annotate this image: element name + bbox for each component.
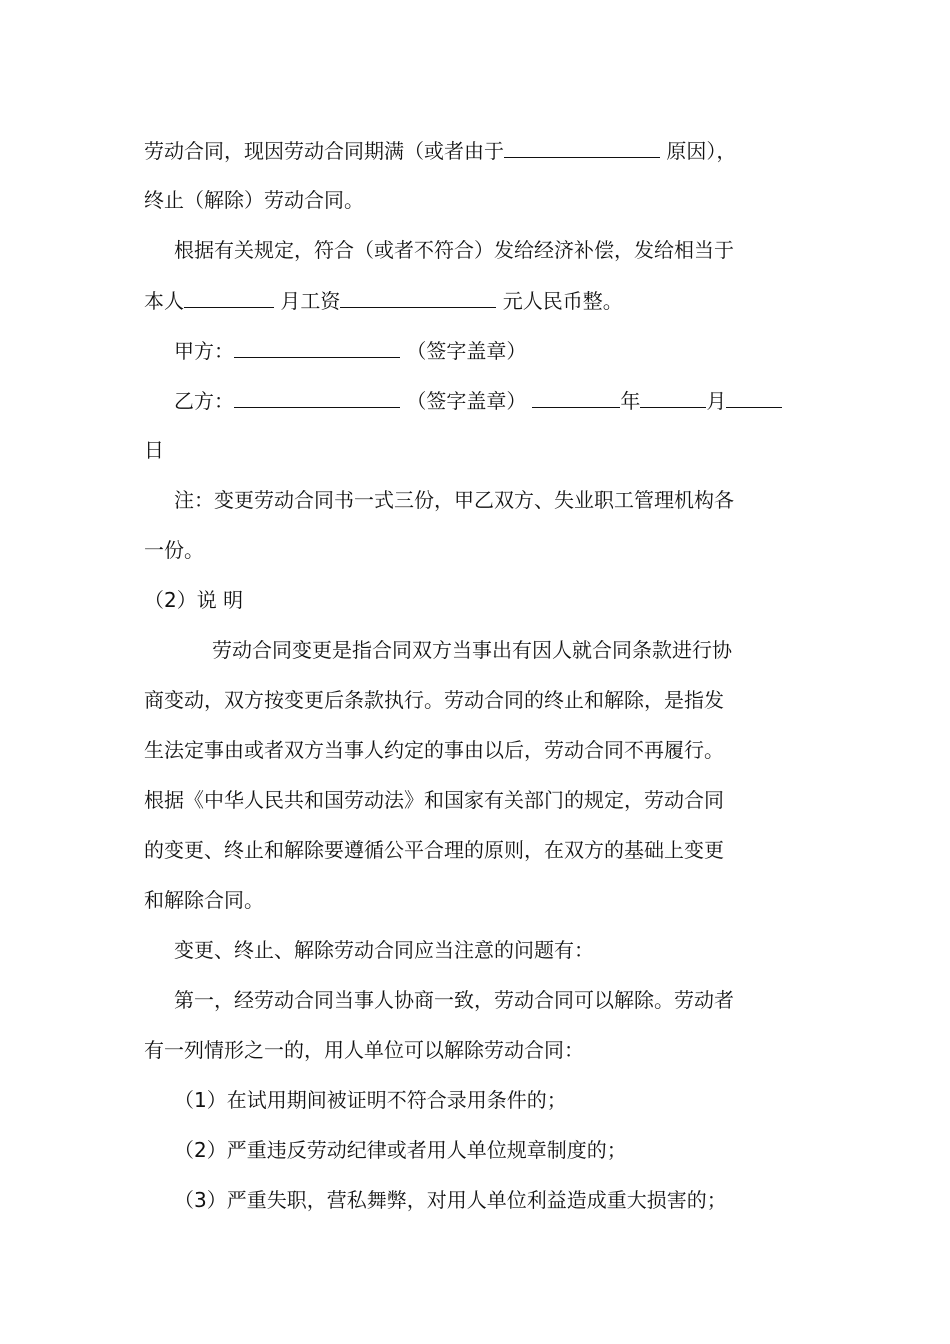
note-line: 注：变更劳动合同书一式三份，甲乙双方、失业职工管理机构各 [174, 488, 734, 512]
text-line: 的变更、终止和解除要遵循公平合理的原则，在双方的基础上变更 [144, 838, 724, 862]
note-line: 一份。 [144, 538, 204, 562]
text-line: 根据《中华人民共和国劳动法》和国家有关部门的规定，劳动合同 [144, 788, 724, 812]
list-item: （1）在试用期间被证明不符合录用条件的； [174, 1088, 567, 1112]
blank-party-a [234, 337, 400, 358]
text-line: 第一，经劳动合同当事人协商一致，劳动合同可以解除。劳动者 [174, 988, 734, 1012]
blank-reason [504, 137, 660, 158]
blank-amount [340, 287, 496, 308]
signature-line-party-a: 甲方： （签字盖章） [174, 339, 527, 363]
text-line: 有一列情形之一的，用人单位可以解除劳动合同： [144, 1038, 584, 1062]
text-line: 终止（解除）劳动合同。 [144, 188, 364, 212]
text-line: 和解除合同。 [144, 888, 264, 912]
text-line: 劳动合同变更是指合同双方当事出有因人就合同条款进行协 [212, 638, 732, 662]
text-line: 变更、终止、解除劳动合同应当注意的问题有： [174, 938, 594, 962]
text-line: 生法定事由或者双方当事人约定的事由以后，劳动合同不再履行。 [144, 738, 724, 762]
blank-day [726, 387, 782, 408]
section-heading: （2）说 明 [144, 588, 244, 612]
text-line: 商变动，双方按变更后条款执行。劳动合同的终止和解除，是指发 [144, 688, 724, 712]
blank-month [640, 387, 706, 408]
list-item: （3）严重失职，营私舞弊，对用人单位利益造成重大损害的； [174, 1188, 727, 1212]
signature-line-party-b: 乙方： （签字盖章） 年 月 [174, 387, 782, 414]
blank-year [532, 387, 620, 408]
blank-months [184, 287, 274, 308]
text-line: 劳动合同，现因劳动合同期满（或者由于 原因）， [144, 139, 737, 163]
text-line: 日 [144, 438, 164, 462]
text-line: 本人 月工资 元人民币整。 [144, 289, 623, 313]
text-line: 根据有关规定，符合（或者不符合）发给经济补偿，发给相当于 [174, 238, 734, 262]
blank-party-b [234, 387, 400, 408]
list-item: （2）严重违反劳动纪律或者用人单位规章制度的； [174, 1138, 627, 1162]
